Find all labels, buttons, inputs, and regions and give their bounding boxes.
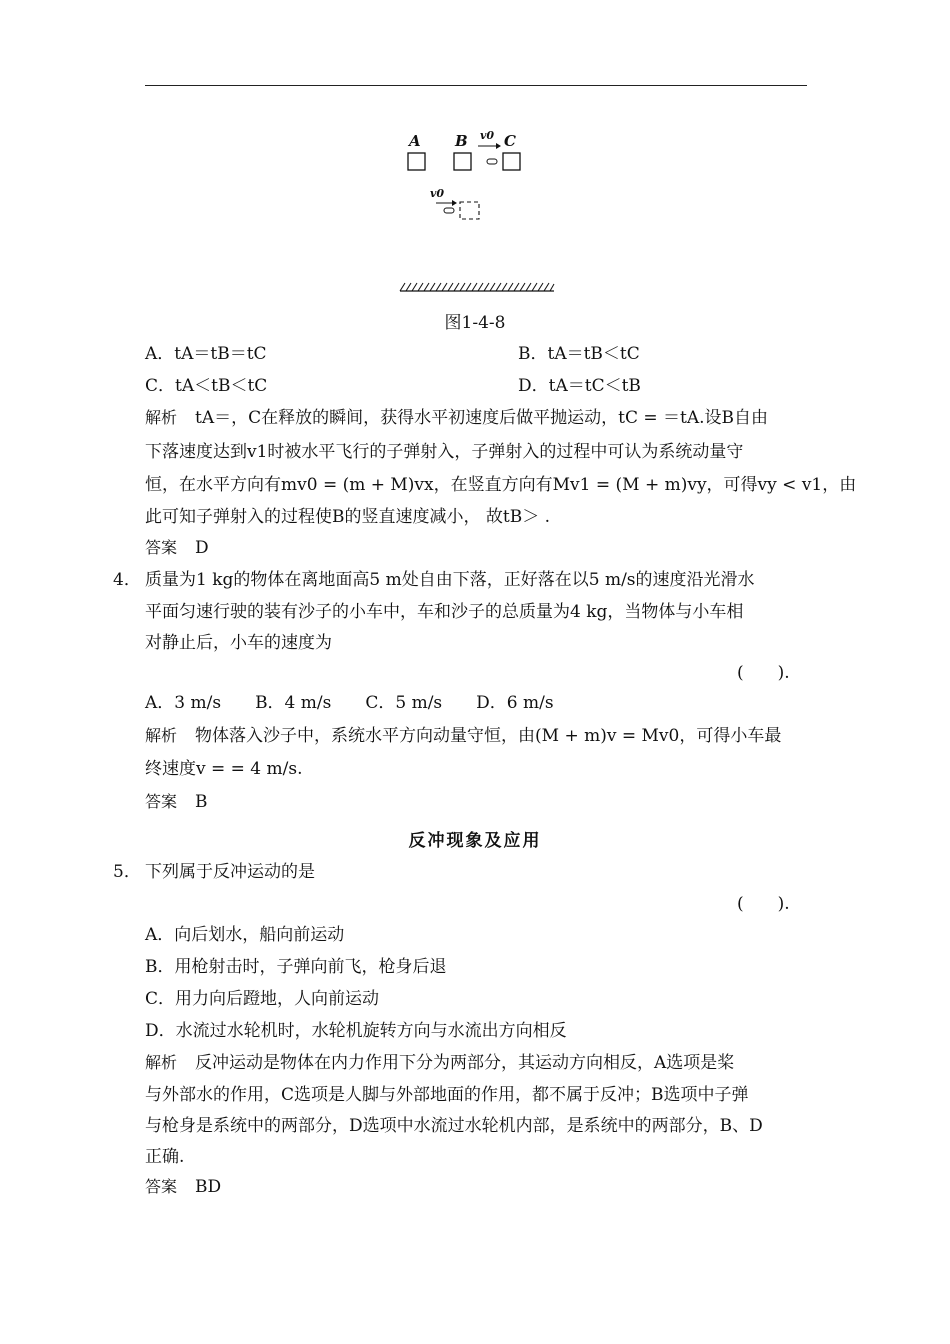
figure-caption: 图1-4-8	[444, 313, 506, 333]
q5-option-a: A．向后划水，船向前运动	[145, 925, 345, 945]
q5-analysis-label: 解析	[145, 1053, 178, 1072]
q5-answer	[145, 1176, 221, 1198]
q5-option-d: D．水流过水轮机时，水轮机旋转方向与水流出方向相反	[145, 1021, 567, 1041]
q4-analysis-label: 解析	[145, 726, 178, 745]
q3-analysis-line-2: 下落速度达到v1时被水平飞行的子弹射入，子弹射入的过程中可认为系统动量守	[145, 442, 744, 462]
q4-stem-line-3: 对静止后，小车的速度为	[145, 633, 332, 653]
q3-answer-label: 答案	[145, 538, 178, 557]
figure-1-4-8	[396, 128, 566, 298]
q5-answer-blank: ( ).	[737, 894, 790, 914]
q3-analysis-line-3: 恒，在水平方向有mv0 = (m + M)vx，在竖直方向有Mv1 = (M + m)vy，可得vy < v1，由	[145, 475, 857, 495]
q4-stem-line-1: 质量为1 kg的物体在离地面高5 m处自由下落，正好落在以5 m/s的速度沿光滑水	[145, 570, 755, 590]
arrowhead-top	[496, 143, 501, 149]
q5-option-c: C．用力向后蹬地，人向前运动	[145, 989, 380, 1009]
q3-analysis-line-4: 此可知子弹射入的过程使B的竖直速度减小， 故tB＞ .	[145, 507, 551, 527]
q4-options: A．3 m/s B．4 m/s C．5 m/s D．6 m/s	[145, 693, 554, 713]
q4-number: 4．	[113, 570, 141, 590]
label-v0-top: v0	[480, 129, 495, 142]
header-rule	[145, 85, 807, 86]
arrowhead-bottom	[452, 200, 457, 206]
label-b: B	[455, 132, 468, 150]
q5-number: 5．	[113, 862, 141, 882]
q5-analysis-line-2: 与外部水的作用，C选项是人脚与外部地面的作用，都不属于反冲；B选项中子弹	[145, 1085, 749, 1105]
label-a: A	[409, 132, 421, 150]
block-dashed	[460, 202, 479, 219]
q5-answer-value: BD	[195, 1177, 222, 1197]
q5-option-b: B．用枪射击时，子弹向前飞，枪身后退	[145, 957, 447, 977]
q5-analysis-line-3: 与枪身是系统中的两部分，D选项中水流过水轮机内部，是系统中的两部分，B、D	[145, 1116, 763, 1136]
q3-option-b: B．tA＝tB＜tC	[518, 344, 640, 364]
q5-analysis-text-1: 反冲运动是物体在内力作用下分为两部分，其运动方向相反，A选项是桨	[195, 1053, 735, 1073]
label-c: C	[504, 132, 516, 150]
block-b	[454, 153, 471, 170]
q3-option-d: D．tA＝tC＜tB	[518, 376, 641, 396]
section-heading: 反冲现象及应用	[408, 831, 542, 851]
q3-analysis-label: 解析	[145, 408, 178, 427]
q5-analysis-line-1	[145, 1052, 734, 1074]
block-c	[503, 153, 520, 170]
q5-stem: 下列属于反冲运动的是	[145, 862, 315, 882]
q3-answer	[145, 537, 209, 559]
block-a	[408, 153, 425, 170]
q4-answer-label: 答案	[145, 792, 178, 811]
q4-analysis-line-2: 终速度v = = 4 m/s.	[145, 759, 303, 779]
q4-stem-line-2: 平面匀速行驶的装有沙子的小车中，车和沙子的总质量为4 kg，当物体与小车相	[145, 602, 744, 622]
bullet-top	[487, 159, 497, 164]
q4-analysis-text-1: 物体落入沙子中，系统水平方向动量守恒，由(M + m)v = Mv0，可得小车最	[195, 726, 782, 746]
label-v0-bottom: v0	[430, 187, 445, 200]
q5-answer-label: 答案	[145, 1177, 178, 1196]
q4-answer-value: B	[195, 792, 208, 812]
q3-answer-value: D	[195, 538, 209, 558]
q3-option-a: A．tA＝tB＝tC	[145, 344, 267, 364]
q4-answer	[145, 791, 208, 813]
q5-analysis-line-4: 正确.	[145, 1147, 185, 1167]
q3-analysis-line-1	[145, 407, 768, 429]
q4-answer-blank: ( ).	[737, 663, 790, 683]
q4-analysis-line-1	[145, 725, 781, 747]
bullet-bottom	[444, 208, 454, 213]
q3-option-c: C．tA＜tB＜tC	[145, 376, 268, 396]
q3-analysis-text-1: tA＝，C在释放的瞬间，获得水平初速度后做平抛运动，tC = ＝tA.设B自由	[195, 408, 769, 428]
